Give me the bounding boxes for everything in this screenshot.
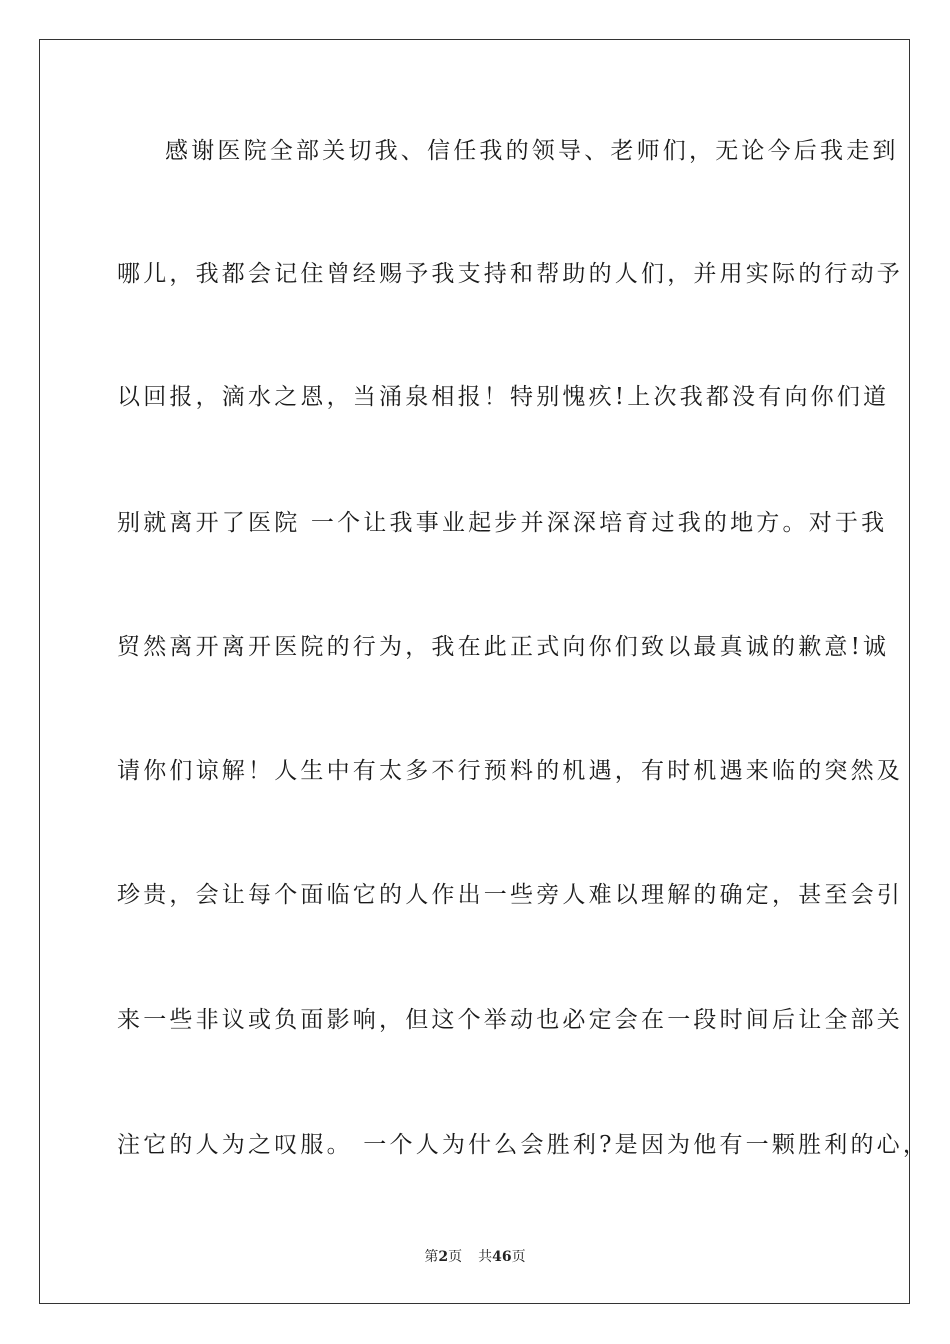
text-line-2: 哪儿，我都会记住曾经赐予我支持和帮助的人们，并用实际的行动予 (117, 261, 903, 287)
page-suffix: 页 (448, 1249, 463, 1265)
text-line-1: 感谢医院全部关切我、信任我的领导、老师们，无论今后我走到 (165, 138, 899, 164)
total-suffix: 页 (511, 1249, 526, 1265)
page-number: 2 (438, 1249, 449, 1265)
text-line-8: 来一些非议或负面影响，但这个举动也必定会在一段时间后让全部关 (117, 1007, 903, 1033)
text-line-3: 以回报，滴水之恩，当涌泉相报！特别愧疚!上次我都没有向你们道 (117, 384, 890, 410)
page-prefix: 第 (424, 1249, 439, 1265)
total-prefix: 共 (478, 1249, 493, 1265)
text-line-4: 别就离开了医院 一个让我事业起步并深深培育过我的地方。对于我 (117, 510, 888, 536)
page-border (39, 39, 930, 1304)
text-line-9: 注它的人为之叹服。 一个人为什么会胜利?是因为他有一颗胜利的心， (117, 1132, 930, 1158)
page-footer (0, 1248, 950, 1266)
total-pages: 46 (492, 1249, 512, 1265)
text-line-6: 请你们谅解！人生中有太多不行预料的机遇，有时机遇来临的突然及 (117, 758, 903, 784)
text-line-7: 珍贵，会让每个面临它的人作出一些旁人难以理解的确定，甚至会引 (117, 882, 903, 908)
text-line-5: 贸然离开离开医院的行为，我在此正式向你们致以最真诚的歉意!诚 (117, 634, 890, 660)
